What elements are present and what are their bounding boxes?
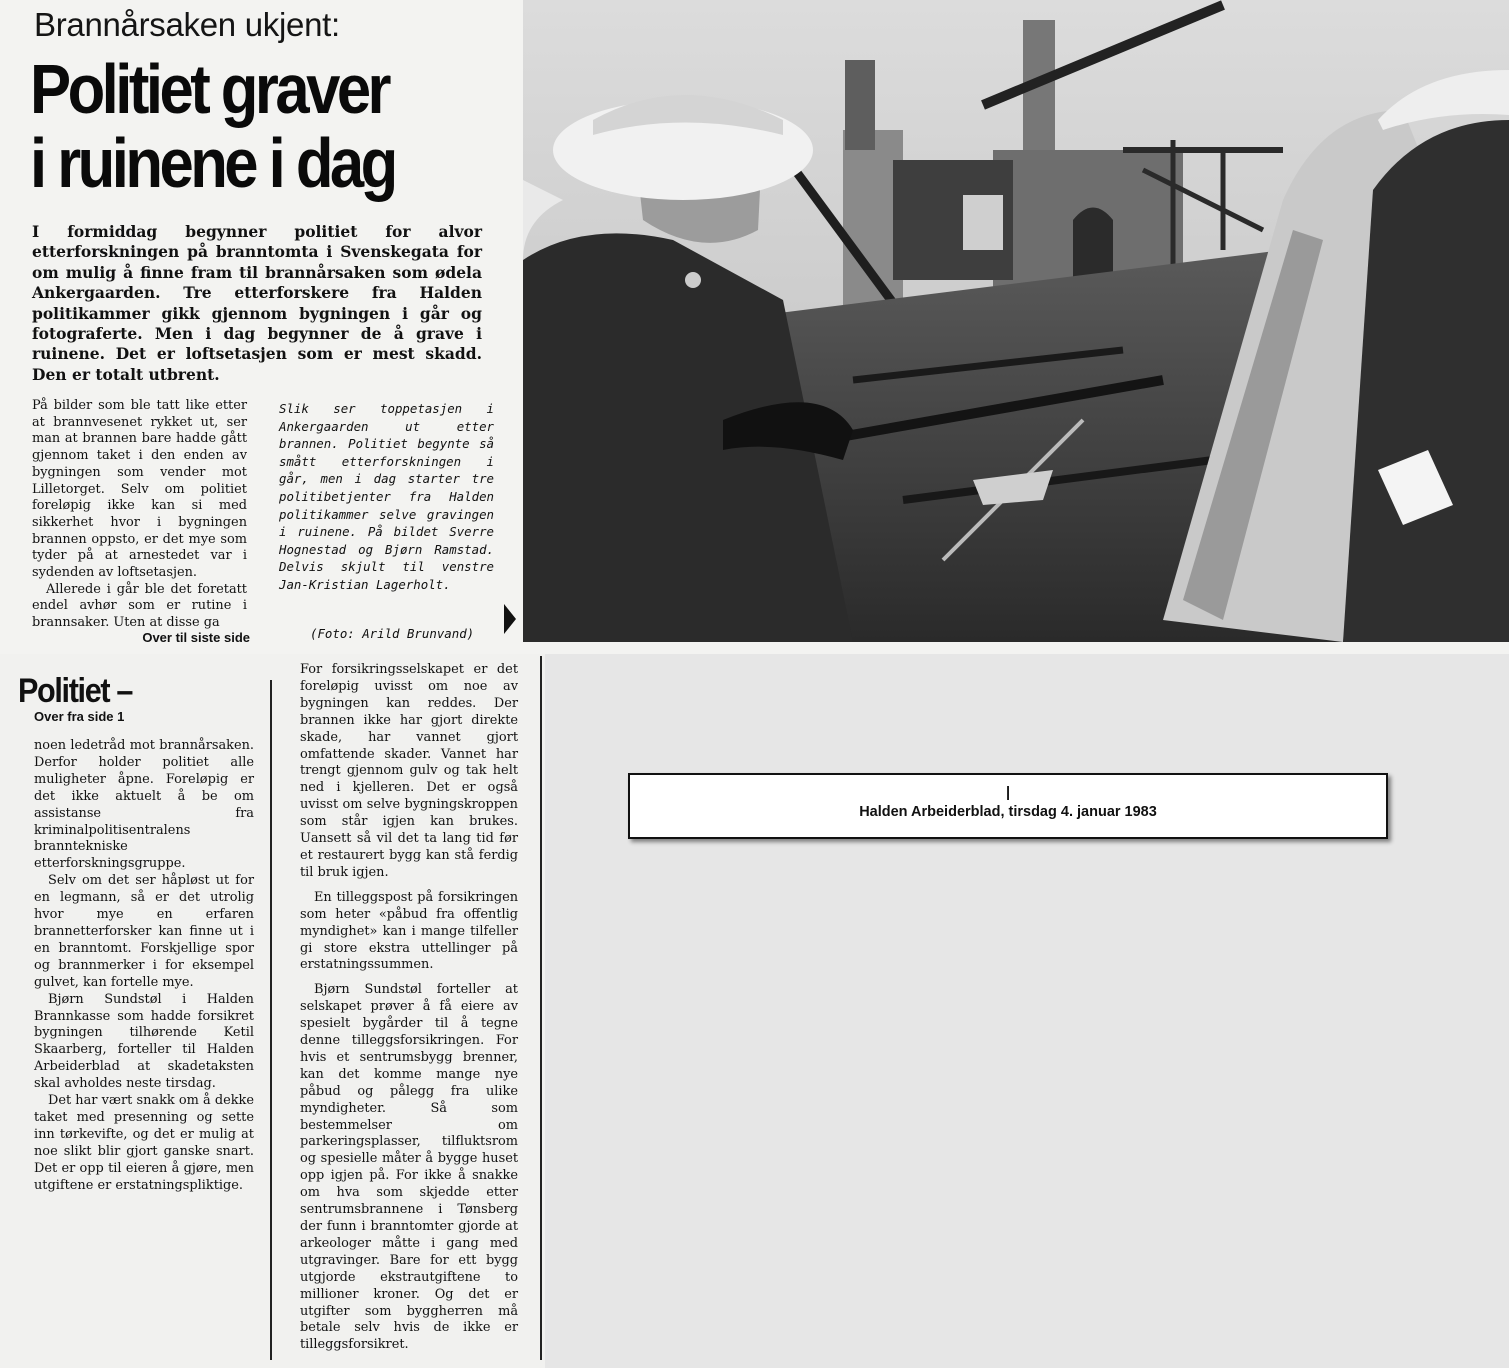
headline-line-2: i ruinene i dag bbox=[30, 124, 395, 202]
headline bbox=[30, 52, 452, 200]
photo-caption: Slik ser toppetasjen i Ankergaarden ut etter brannen. Politiet begynte så smått etterforskningen i går, men i dag starter tre politibetjenter fra Halden politikammer selve gravingen i ruinene. På bildet Sverre Hognestad og Bjørn Ramstad. Delvis skjult til venstre Jan-Kristian Lagerholt. bbox=[279, 401, 494, 592]
body-paragraph: For forsikringsselskapet er det foreløpig uvisst om noe av bygningen kan reddes. Der brannen ikke har gjort direkte skade, har vannet gjort omfattende skader. Vannet har trengt gjennom gulv og tak helt ned i kjelleren. Det er også uvisst om selve bygningskroppen som står igjen kan brukes. Uansett så vil det ta lang tid før et restaurert bygg kan stå ferdig til bruk igjen. bbox=[300, 662, 518, 880]
body-paragraph: noen ledetråd mot brannårsaken. Derfor holder politiet alle muligheter åpne. Foreløpig er det ikke aktuelt å be om assistanse fra kriminalpolitisentralens branntekniske etterforskningsgruppe. bbox=[34, 738, 254, 872]
headline-line-1: Politiet graver bbox=[30, 50, 389, 128]
body-paragraph: Allerede i går ble det foretatt endel avhør som er rutine i brannsaker. Uten at disse ga bbox=[32, 581, 247, 631]
column-rule bbox=[270, 680, 272, 1360]
body-column bbox=[32, 398, 247, 632]
photo-credit: (Foto: Arild Brunvand) bbox=[310, 626, 475, 641]
body-paragraph: En tilleggspost på forsikringen som heter «påbud fra offentlig myndighet» kan i mange tilfeller gi store ekstra uttellinger på erstatningssummen. bbox=[300, 889, 518, 973]
lead-paragraph: I formiddag begynner politiet for alvor etterforskningen på branntomta i Svenskegata for om mulig å finne fram til brannårsaken som ødela Ankergaarden. Tre etterforskere fra Halden politikammer gikk gjennom bygningen i går og fotograferte. Men i dag begynner de å grave i ruinene. Det er loftsetasjen som er mest skadd. Den er totalt utbrent. bbox=[32, 222, 482, 384]
continuation-heading: Politiet – bbox=[18, 672, 133, 710]
text-cursor-marker: | bbox=[1005, 785, 1011, 801]
jump-line: Over til siste side bbox=[142, 630, 250, 645]
caption-arrow-icon bbox=[504, 604, 516, 634]
body-paragraph: På bilder som ble tatt like etter at brannvesenet rykket ut, ser man at brannen bare hadde gått gjennom taket i den enden av bygningen som vender mot Lilletorget. Selv om politiet foreløpig ikke kan si med sikkerhet hvor i bygningen brannen oppsto, er det mye som tyder på at arnestedet var i sydenden av loftsetasjen. bbox=[32, 398, 247, 581]
photo-illustration bbox=[523, 0, 1509, 642]
body-paragraph: Selv om det ser håpløst ut for en legmann, så er det utrolig hvor mye en erfaren brannetterforsker kan finne ut i en branntomt. Forskjellige spor og brannmerker i for eksempel gulvet, kan fortelle mye. bbox=[34, 873, 254, 990]
source-label: Halden Arbeiderblad, tirsdag 4. januar 1983 bbox=[859, 804, 1157, 820]
news-photo bbox=[523, 0, 1509, 642]
continuation-subheading: Over fra side 1 bbox=[34, 709, 125, 724]
body-paragraph: Bjørn Sundstøl forteller at selskapet prøver å få eiere av spesielt bygårder til å tegne denne tilleggsforsikringen. For hvis et sentrumsbygg brenner, kan det komme mange nye påbud og pålegg fra ulike myndigheter. Så som bestemmelser om parkeringsplasser, tilfluktsrom og spesielle måter å bygge huset opp igjen på. For ikke å snakke om hva som skjedde etter sentrumsbrannene i Tønsberg der funn i branntomter gjorde at arkeologer måtte i gang med utgravinger. Bare for ett bygg utgjorde ekstrautgiftene to millioner kroner. Og det er utgifter som byggherren må betale selv hvis de ikke er tilleggsforsikret. bbox=[300, 982, 518, 1353]
body-paragraph: Det har vært snakk om å dekke taket med presenning og sette inn tørkevifte, og det er mulig at noe slikt blir gjort ganske snart. Det er opp til eieren å gjøre, men utgiftene er erstatningspliktige. bbox=[34, 1093, 254, 1193]
source-label-box bbox=[628, 773, 1388, 839]
continuation-left-column bbox=[34, 738, 254, 1194]
column-rule bbox=[540, 656, 542, 1360]
continuation-right-column bbox=[300, 662, 518, 1354]
body-paragraph: Bjørn Sundstøl i Halden Brannkasse som hadde forsikret bygningen tilhørende Ketil Skaarberg, forteller til Halden Arbeiderblad at skadetaksten skal avholdes neste tirsdag. bbox=[34, 991, 254, 1092]
kicker: Brannårsaken ukjent: bbox=[34, 6, 340, 43]
